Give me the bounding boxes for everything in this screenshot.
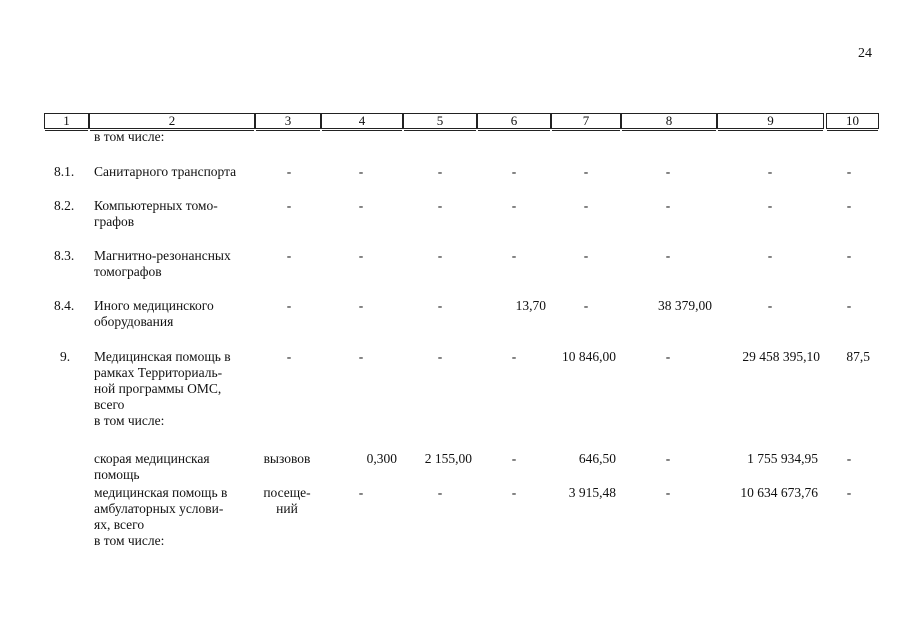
row-description: Иного медицинского оборудования [94, 298, 214, 329]
cell-col-10: 87,5 [846, 349, 870, 364]
cell-col-6: - [511, 485, 517, 500]
row-description: Магнитно-резонансных томографов [94, 248, 231, 279]
cell-col-7: 646,50 [578, 451, 616, 466]
cell-col-5: - [437, 298, 443, 313]
cell-col-4: - [358, 298, 364, 313]
cell-col-10: - [846, 248, 852, 263]
cell-col-3: - [286, 298, 292, 313]
cell-col-6: 13,70 [515, 298, 546, 313]
cell-col-7: - [583, 198, 589, 213]
cell-col-8: - [665, 349, 671, 364]
cell-col-3: вызовов [263, 451, 311, 466]
cell-col-8: - [665, 198, 671, 213]
cell-col-8: - [665, 485, 671, 500]
row-number: 8.4. [54, 298, 75, 313]
row-number: 8.3. [54, 248, 75, 263]
cell-col-6: - [511, 248, 517, 263]
cell-col-8: - [665, 164, 671, 179]
cell-col-5: 2 155,00 [424, 451, 472, 466]
header-col-5: 5 [403, 113, 477, 129]
cell-col-7: - [583, 164, 589, 179]
row-description: скорая медицинская помощь [94, 451, 210, 482]
header-col-3: 3 [255, 113, 321, 129]
cell-col-8: - [665, 248, 671, 263]
header-col-4: 4 [321, 113, 403, 129]
cell-col-8: 38 379,00 [658, 298, 712, 313]
cell-col-7: - [583, 248, 589, 263]
cell-col-6: - [511, 349, 517, 364]
cell-col-7: 10 846,00 [562, 349, 616, 364]
row-description: Компьютерных томо- графов [94, 198, 218, 229]
cell-col-4: - [358, 248, 364, 263]
cell-col-7: - [583, 298, 589, 313]
cell-col-10: - [846, 451, 852, 466]
cell-col-10: - [846, 198, 852, 213]
cell-col-3: - [286, 248, 292, 263]
row-number: 8.1. [54, 164, 75, 179]
cell-col-4: - [358, 485, 364, 500]
cell-col-9: - [767, 164, 773, 179]
cell-col-4: - [358, 198, 364, 213]
header-col-6: 6 [477, 113, 551, 129]
cell-col-4: - [358, 349, 364, 364]
header-col-1: 1 [44, 113, 89, 129]
cell-col-10: - [846, 298, 852, 313]
cell-col-6: - [511, 198, 517, 213]
cell-col-3: посеще- ний [263, 485, 311, 516]
header-col-7: 7 [551, 113, 621, 129]
cell-col-5: - [437, 349, 443, 364]
row-number: 9. [60, 349, 71, 364]
cell-col-7: 3 915,48 [568, 485, 616, 500]
cell-col-9: 1 755 934,95 [747, 451, 818, 466]
cell-col-9: 10 634 673,76 [740, 485, 818, 500]
cell-col-9: 29 458 395,10 [742, 349, 820, 364]
row-description: Санитарного транспорта [94, 164, 237, 179]
cell-col-4: - [358, 164, 364, 179]
cell-col-5: - [437, 164, 443, 179]
row-number: 8.2. [54, 198, 75, 213]
cell-col-6: - [511, 164, 517, 179]
cell-col-8: - [665, 451, 671, 466]
cell-col-9: - [767, 248, 773, 263]
row-description: в том числе: [94, 129, 165, 144]
cell-col-6: - [511, 451, 517, 466]
cell-col-10: - [846, 164, 852, 179]
header-col-2: 2 [89, 113, 255, 129]
cell-col-9: - [767, 198, 773, 213]
cell-col-3: - [286, 164, 292, 179]
header-col-8: 8 [621, 113, 717, 129]
row-description: медицинская помощь в амбулаторных услови- ях, всего в том числе: [94, 485, 228, 548]
header-col-10: 10 [826, 113, 879, 129]
row-description: Медицинская помощь в рамках Территориаль- ной программы ОМС, всего в том числе: [94, 349, 231, 428]
cell-col-10: - [846, 485, 852, 500]
header-col-9: 9 [717, 113, 824, 129]
page-number: 24 [858, 46, 872, 61]
cell-col-3: - [286, 198, 292, 213]
cell-col-3: - [286, 349, 292, 364]
cell-col-5: - [437, 198, 443, 213]
cell-col-4: 0,300 [366, 451, 397, 466]
cell-col-5: - [437, 248, 443, 263]
cell-col-9: - [767, 298, 773, 313]
cell-col-5: - [437, 485, 443, 500]
